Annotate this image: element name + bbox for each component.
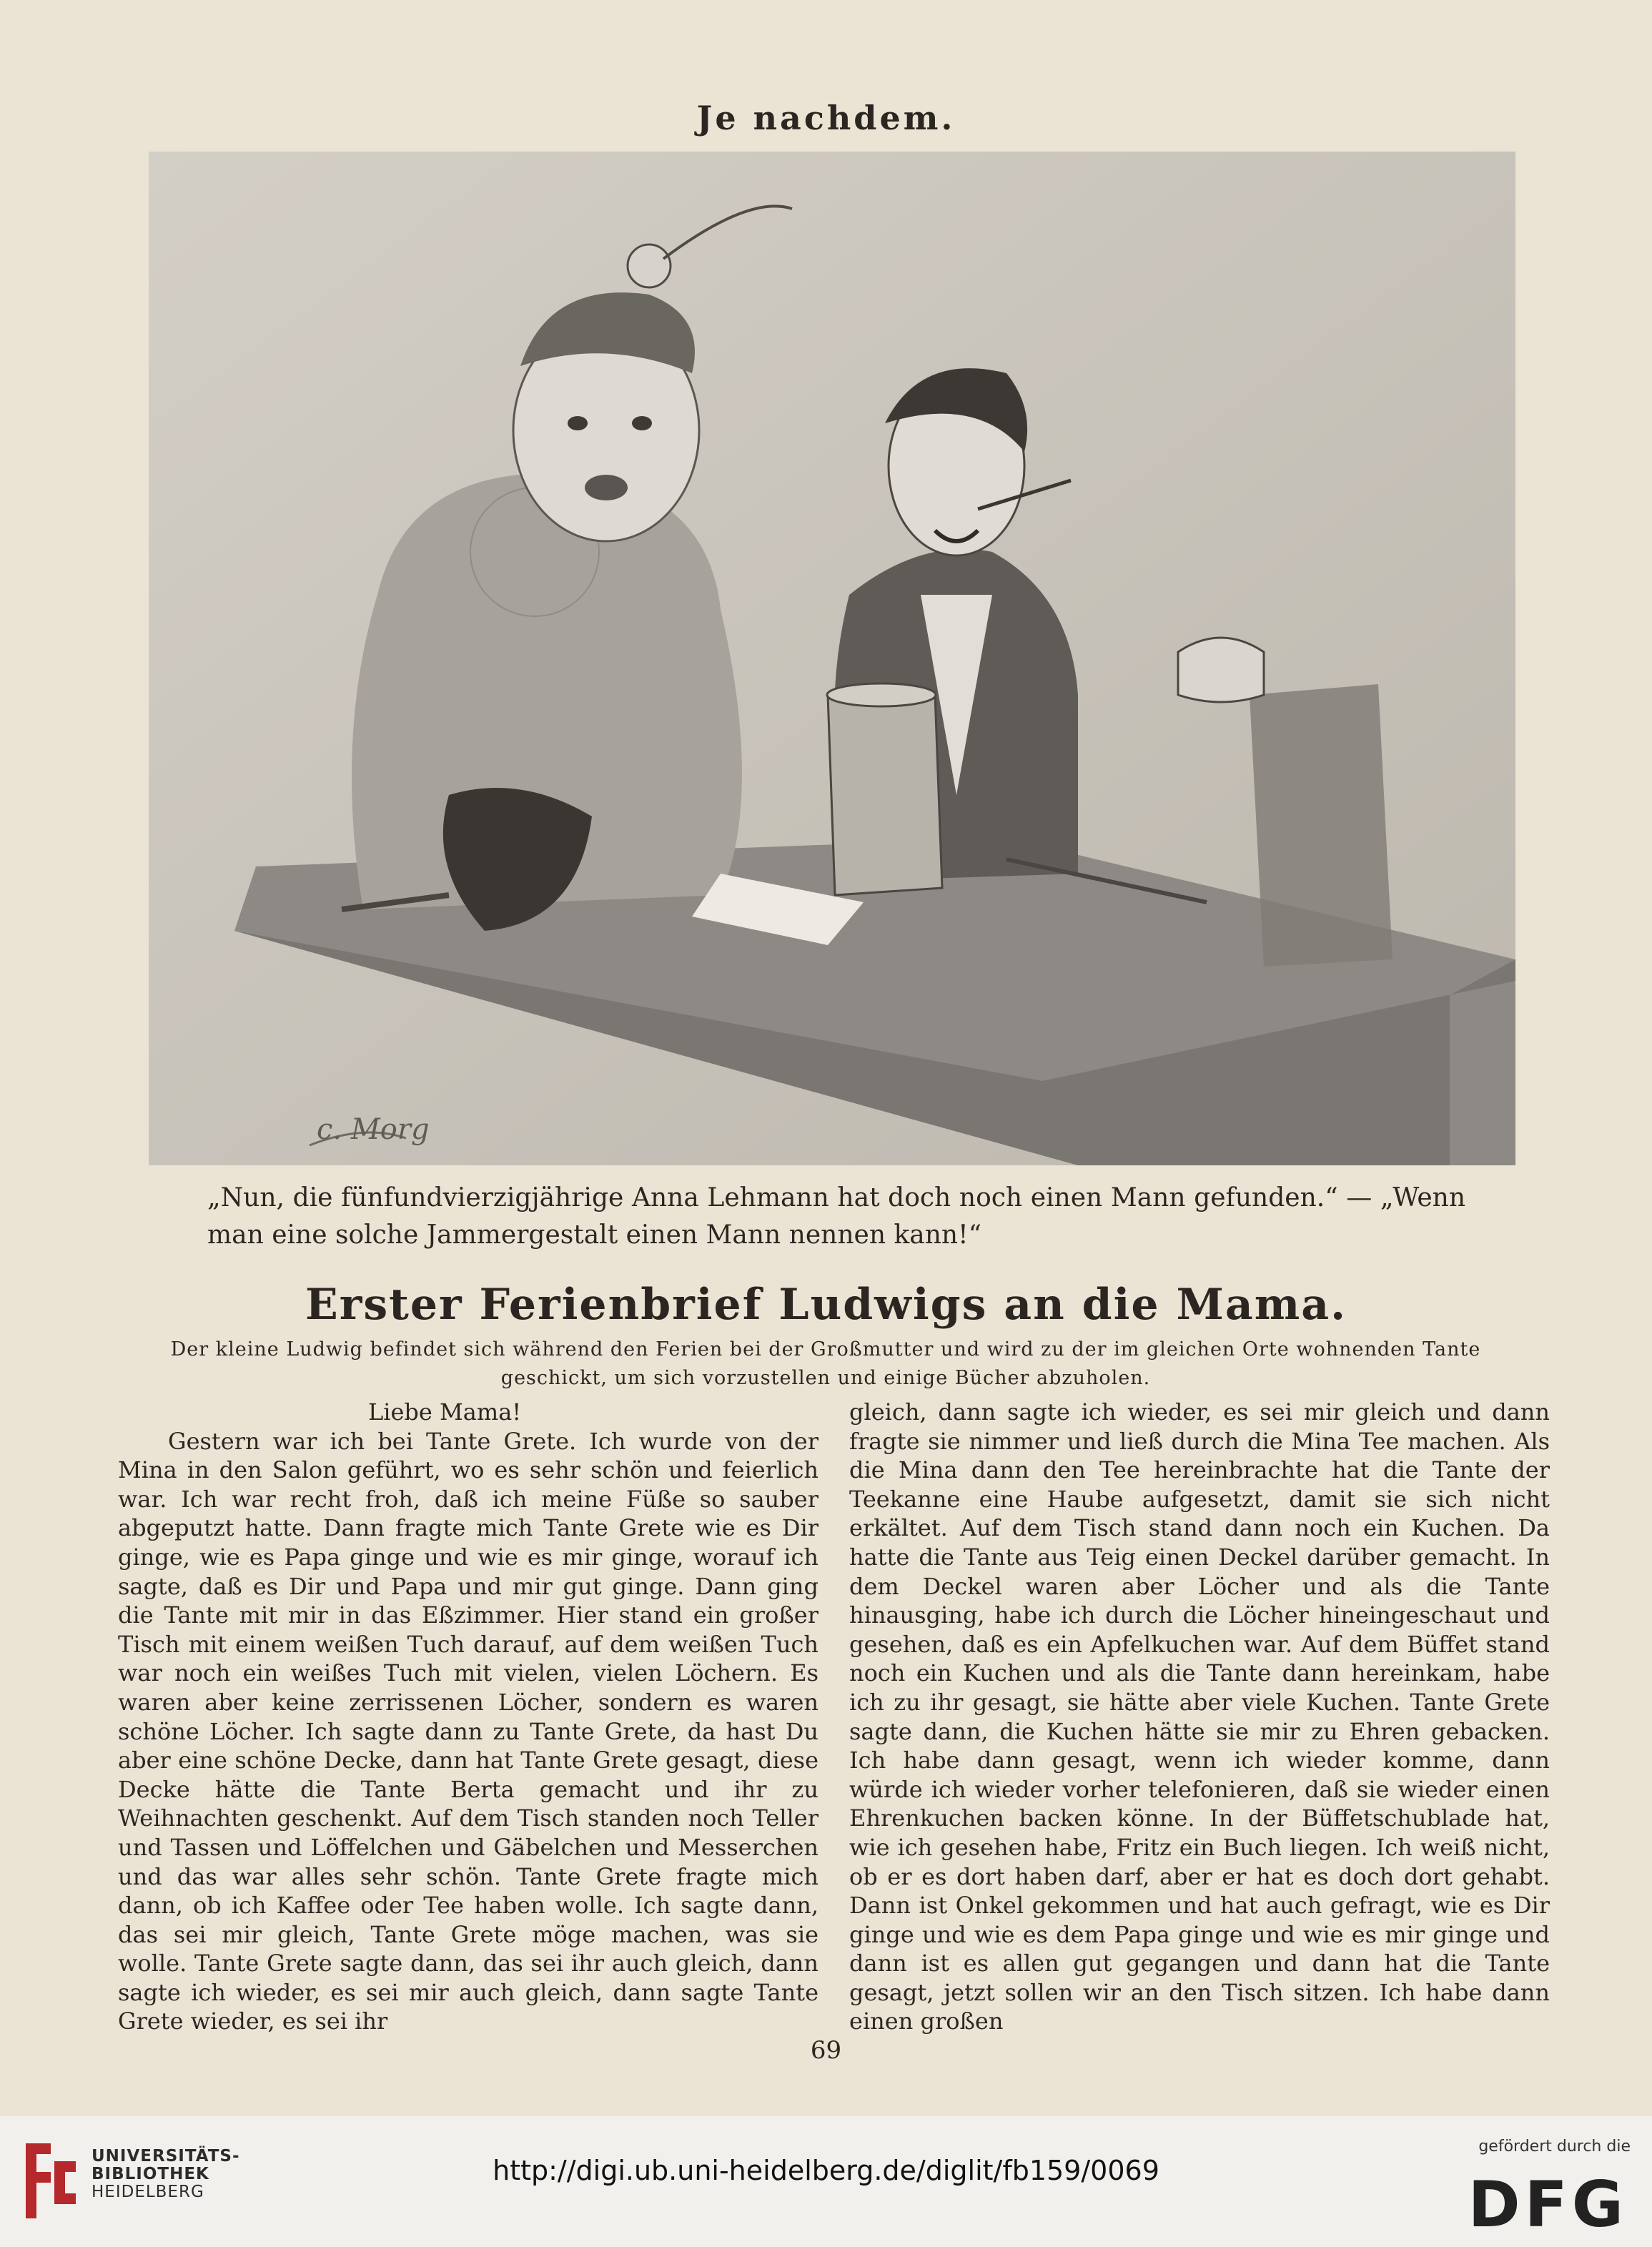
page-number: 69 bbox=[810, 2036, 842, 2065]
library-name-line3: HEIDELBERG bbox=[91, 2183, 204, 2201]
article-subtitle: Der kleine Ludwig befindet sich während den Ferien bei der Großmutter und wird zu der im gleichen Orte wohnenden Tante geschickt, um sich vorzustellen und einige Bücher abzuholen. bbox=[170, 1338, 1481, 1389]
letter-text-left: Gestern war ich bei Tante Grete. Ich wurde von der Mina in den Salon geführt, wo es sehr schön und feierlich war. Ich war recht froh, daß ich meine Füße so sauber abgeputzt hatte. Dann fragte mich Tante Grete wie es Dir ginge, wie es Papa ginge und wie es mir ginge, worauf ich sagte, daß es Dir und Papa und mir gut ginge. Dann ging die Tante mit mir in das Eßzimmer. Hier stand ein großer Tisch mit einem weißen Tuch darauf, auf dem weißen Tuch war noch ein weißes Tuch mit vielen, vielen Löchern. Es waren aber keine zerrissenen Löcher, sondern es waren schöne Löcher. Ich sagte dann zu Tante Grete, da hast Du aber eine schöne Decke, dann hat Tante Grete gesagt, diese Decke hätte die Tante Berta gemacht und ihr zu Weihnachten geschenkt. Auf dem Tisch standen noch Teller und Tassen und Löffelchen und Gäbelchen und Messerchen und das war alles sehr schön. Tante Grete fragte mich dann, ob ich Kaffee oder Tee haben wolle. Ich sagte dann, das sei mir gleich, Tante Grete möge machen, was sie wolle. Tante Grete sagte dann, das sei ihr auch gleich, dann sagte ich wieder, es sei mir auch gleich, dann sagte Tante Grete wieder, es sei ihr bbox=[118, 1427, 818, 2035]
library-name-line2: BIBLIOTHEK bbox=[91, 2165, 209, 2183]
permalink-url[interactable]: http://digi.ub.uni-heidelberg.de/diglit/fb159/0069 bbox=[493, 2155, 1159, 2186]
text-column-right bbox=[849, 1398, 1550, 2036]
article-title: Erster Ferienbrief Ludwigs an die Mama. bbox=[305, 1280, 1347, 1330]
artist-signature: c. Morg bbox=[317, 1113, 430, 1146]
letter-text-right: gleich, dann sagte ich wieder, es sei mir gleich und dann fragte sie nimmer und ließ durch die Mina Tee machen. Als die Mina dann den Tee hereinbrachte hat die Tante der Teekanne eine Haube aufgesetzt, damit sie sich nicht erkältet. Auf dem Tisch stand dann noch ein Kuchen. Da hatte die Tante aus Teig einen Deckel darüber gemacht. In dem Deckel waren aber Löcher und als die Tante hinausging, habe ich durch die Löcher hineingeschaut und gesehen, daß es ein Apfelkuchen war. Auf dem Büffet stand noch ein Kuchen und als die Tante dann hereinkam, habe ich zu ihr gesagt, sie hätte aber viele Kuchen. Tante Grete sagte dann, die Kuchen hätte sie mir zu Ehren gebacken. Ich habe dann gesagt, wenn ich wieder komme, dann würde ich wieder vorher telefonieren, daß sie wieder einen Ehrenkuchen backen könne. In der Büffetschublade hat, wie ich gesehen habe, Fritz ein Buch liegen. Ich weiß nicht, ob er es dort haben darf, aber er hat es doch dort gehabt. Dann ist Onkel gekommen und hat auch gefragt, wie es Dir ginge und wie es dem Papa ginge und wie es mir ginge und dann ist es allen gut gegangen und dann hat die Tante gesagt, jetzt sollen wir an den Tisch sitzen. Ich habe dann einen großen bbox=[849, 1398, 1550, 2035]
cartoon-drawing bbox=[149, 152, 1515, 1165]
viewer-footer bbox=[0, 2116, 1652, 2247]
running-title: Je nachdem. bbox=[696, 99, 956, 137]
funded-by-label: gefördert durch die bbox=[1478, 2138, 1631, 2155]
cartoon-illustration bbox=[149, 152, 1515, 1165]
illustration-caption: „Nun, die fünfundvierzigjährige Anna Lehmann hat doch noch einen Mann gefunden.“ — „Wenn man eine solche Jammergestalt einen Mann nennen kann!“ bbox=[207, 1183, 1465, 1250]
text-column-left bbox=[118, 1398, 818, 2036]
library-name-line1: UNIVERSITÄTS- bbox=[91, 2147, 240, 2165]
letter-salutation: Liebe Mama! bbox=[368, 1398, 522, 1426]
dfg-logo[interactable]: DFG bbox=[1468, 2168, 1628, 2241]
